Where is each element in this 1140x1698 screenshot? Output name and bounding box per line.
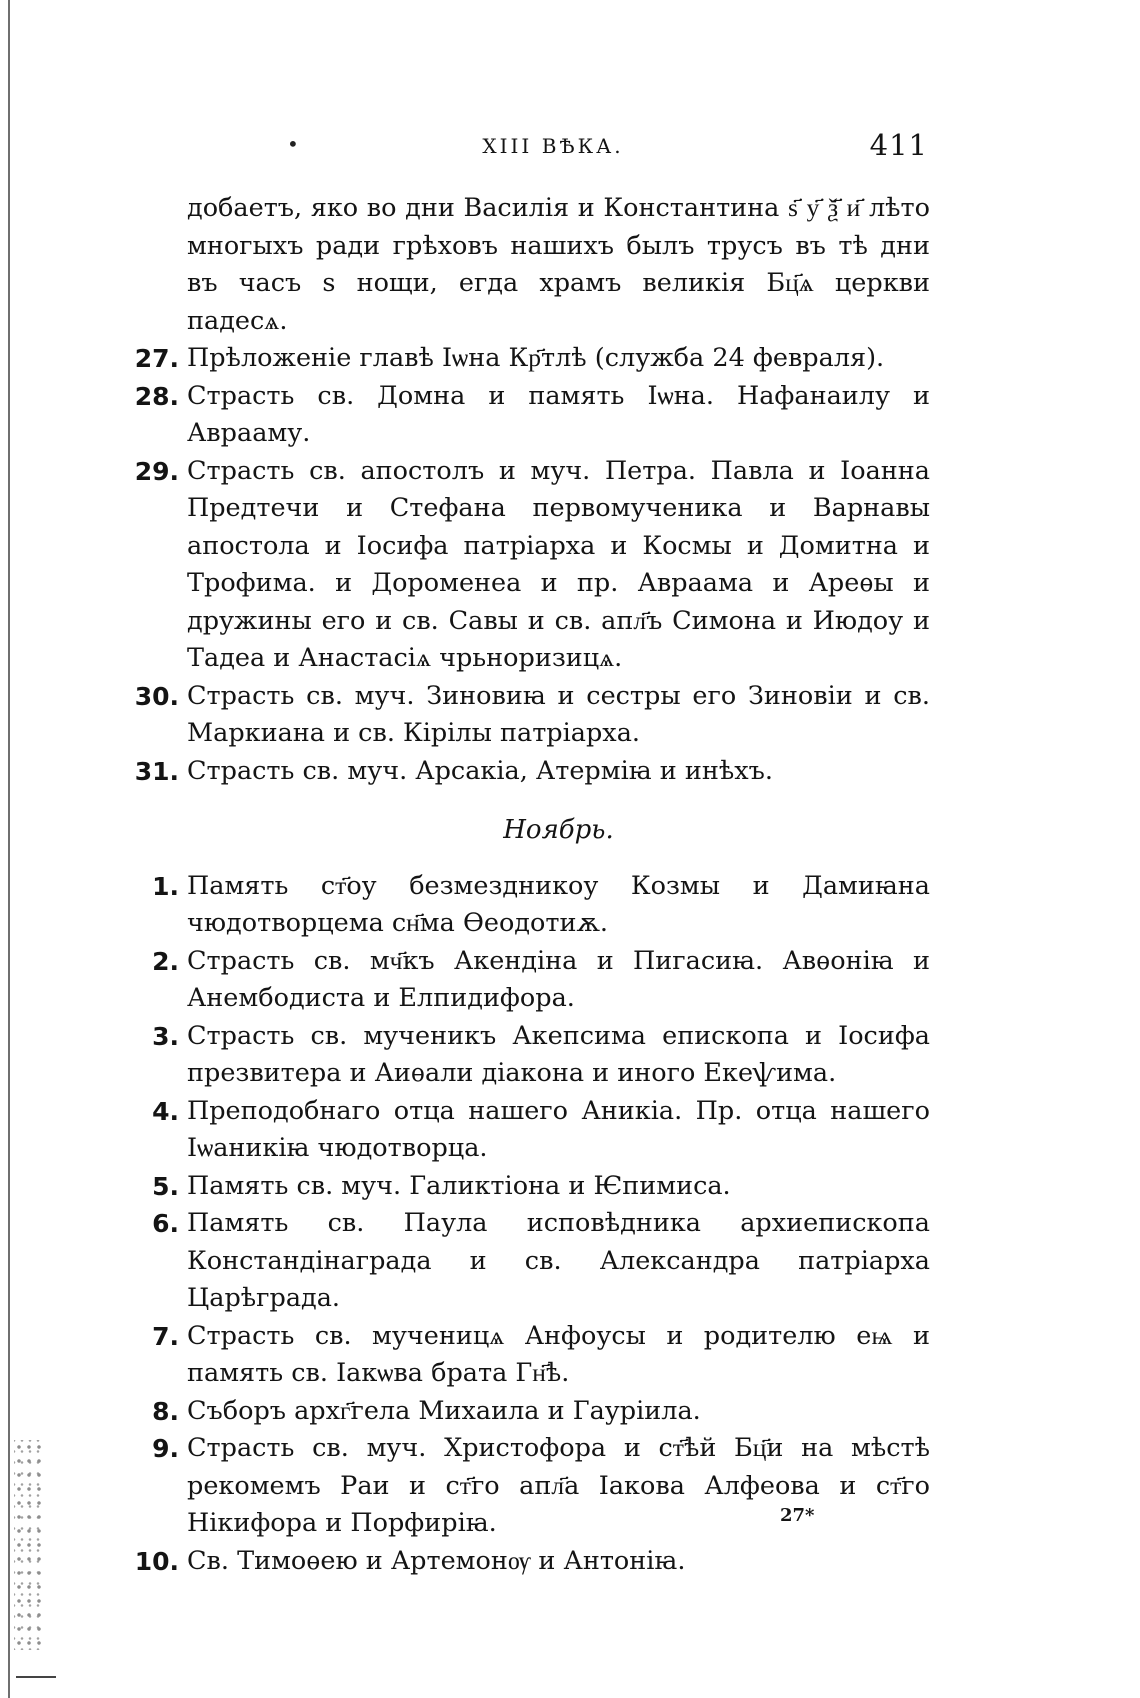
page-body [131,190,930,1580]
entry-number: 5. [152,1171,179,1201]
list-item [131,340,930,378]
list-item [131,678,930,753]
list-item [131,1205,930,1318]
entry-text: Прѣложеніе главѣ Іѡна Кр҃тлѣ (служба 24 февраля). [187,343,885,373]
list-item [131,1543,930,1581]
entry-text: Страсть св. муч. Зиновиꙗ и сестры его Зиновіи и св. Маркиана и св. Кірілы патріарха. [187,680,930,748]
entry-text: Съборъ архг҃гела Михаила и Гаурiила. [187,1395,701,1426]
running-title: XIII ВѢКА. [482,134,624,158]
entry-number: 7. [152,1321,179,1351]
page-number: 411 [869,128,928,162]
entry-number: 6. [152,1209,179,1238]
entry-number: 28. [134,381,179,411]
scan-bottom-mark [16,1676,56,1678]
list-item [131,1018,930,1093]
entry-number: 4. [152,1096,179,1126]
october-list [131,340,930,790]
entry-text: Страсть св. мученикъ Акепсима епископа и Іосифа презвитера и Аиѳали діакона и иного Екеѱима. [187,1020,930,1088]
list-item [131,378,930,453]
section-heading: Ноябрь. [503,815,614,845]
list-item [131,868,930,943]
signature-mark: 27* [780,1505,815,1526]
entry-number: 2. [152,946,179,976]
list-item [131,943,930,1018]
entry-text: Страсть св. мученицѧ Анфоусы и родителю еѩ и память св. Іакѡва брата Гн҃ѣ. [187,1320,930,1388]
entry-number: 8. [152,1396,179,1426]
november-list [131,868,930,1581]
list-item [131,1393,930,1431]
entry-number: 27. [134,344,179,373]
entry-text: Память ст҃оу безмездникоу Козмы и Дамиꙗна чюдотворцема сн҃ма Ѳеодотиѫ. [187,870,930,938]
page-edge-line [8,0,10,1698]
entry-number: 29. [134,456,179,486]
continuation-paragraph: добаетъ, яко во дни Василія и Константина ѕ҃ у҃ ѯ҃ и҃ лѣто многыхъ ради грѣховъ нашихъ былъ трусъ въ тѣ дни въ часъ ѕ нощи, егда храмъ великія Бц҃ѧ церкви падесѧ. [187,193,930,336]
entry-text: Св. Тимоѳею и Артемонѹ и Антоніꙗ. [187,1545,686,1576]
entry-text: Страсть св. муч. Арсакіа, Атерміꙗ и инѣхъ. [187,755,773,786]
entry-number: 9. [152,1434,179,1463]
entry-number: 3. [152,1021,179,1051]
entry-number: 1. [152,871,179,901]
list-item [131,1168,930,1206]
list-item [131,453,930,678]
entry-number: 10. [134,1546,179,1576]
entry-number: 31. [134,756,179,786]
entry-text: Страсть св. муч. Христофора и ст҃ѣй Бц҃и на мѣстѣ рекомемъ Раи и ст҃го апл҃а Іакова Алфеова и ст҃го Нікифора и Порфиріꙗ. [187,1433,930,1538]
entry-text: Страсть св. Домна и память Іѡна. Нафанаилу и Аврааму. [187,380,930,448]
page-header [178,128,928,168]
list-item [131,1318,930,1393]
list-item [131,753,930,791]
list-item [131,1093,930,1168]
scan-specks [14,1440,44,1650]
header-dot: • [287,132,299,156]
entry-text: Страсть св. апостолъ и муч. Петра. Павла и Іоанна Предтечи и Стефана первомученика и Варнавы апостола и Іосифа патріарха и Космы и Домитна и Трофима. и Дороменеа и пр. Авраама и Ареѳы и дружины его и св. Савы и св. апл҃ъ Симона и Июдоу и Тадеа и Анастасіѧ чрьноризицѧ. [187,455,930,673]
entry-text: Страсть св. мч҃къ Акендіна и Пигасиꙗ. Авѳоніꙗ и Анембодиста и Елпидифора. [187,945,930,1013]
entry-text: Преподобнаго отца нашего Аникіа. Пр. отца нашего Іѡаникіꙗ чюдотворца. [187,1095,930,1163]
entry-text: Память св. Паула исповѣдника архиепископа Констандінаграда и св. Александра патріарха Царѣграда. [187,1208,930,1313]
entry-number: 30. [134,681,179,711]
entry-text: Память св. муч. Галиктіона и Ѥпимиса. [187,1170,731,1201]
